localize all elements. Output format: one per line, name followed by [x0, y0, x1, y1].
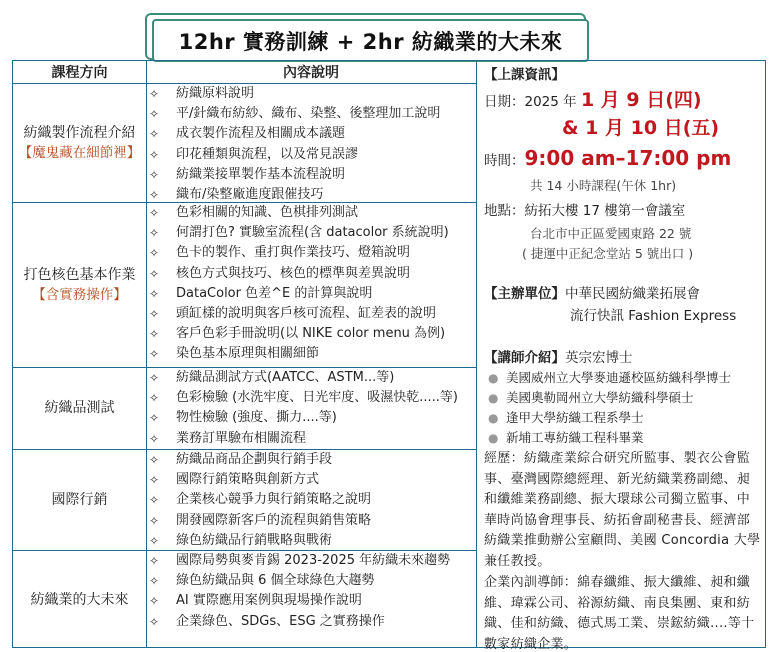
diamond-star-icon: ✧: [149, 391, 160, 406]
course-table: [12, 60, 766, 652]
list-item: ✧ 開發國際新客戶的流程與銷售策略: [146, 511, 476, 531]
organizer-label: 【主辦單位】: [484, 286, 565, 302]
diamond-star-icon: ✧: [149, 453, 160, 467]
section-name: 紡織品測試: [44, 400, 115, 416]
section-subtitle: 【含實務操作】: [32, 286, 127, 303]
section-items: [146, 203, 476, 365]
bullet-dot-icon: ●: [488, 431, 499, 445]
diamond-star-icon: ✧: [149, 493, 160, 508]
bullet-dot-icon: ●: [488, 371, 499, 385]
list-item: ✧ 客戶色彩手冊說明(以 NIKE color menu 為例): [146, 324, 476, 344]
diamond-star-icon: ✧: [149, 107, 160, 122]
section-name: 紡織製作流程介紹: [23, 124, 136, 141]
bullet-dot-icon: ●: [488, 411, 499, 425]
list-item: ✧ 紡織原料說明: [146, 84, 476, 104]
list-item: ✧ 成衣製作流程及相關成本議題: [146, 124, 476, 144]
header-category: 課程方向: [51, 65, 108, 81]
diamond-star-icon: ✧: [149, 554, 160, 568]
date-label: 日期：: [484, 94, 525, 110]
list-item: ✧ 染色基本原理與相關細節: [146, 344, 476, 364]
list-item: ✧ DataColor 色差^E 的計算與說明: [146, 284, 476, 304]
diamond-star-icon: ✧: [149, 371, 160, 385]
place-label: 地點：: [484, 203, 525, 219]
address: 台北市中正區愛國東路 22 號: [530, 226, 692, 241]
info-heading: 【上課資訊】: [484, 67, 565, 83]
date-second: & 1 月 10 日(五): [562, 117, 720, 139]
time-label: 時間：: [484, 153, 525, 169]
diamond-star-icon: ✧: [149, 431, 160, 446]
place-line: [484, 198, 761, 224]
list-item: ✧ 國際局勢與麥肯錫 2023-2025 年紡織未來趨勢: [146, 551, 476, 571]
degree-item: ● 新埔工專紡織工程科畢業: [484, 428, 761, 448]
list-item: ✧ 業務訂單驗布相關流程: [146, 429, 476, 449]
diamond-star-icon: ✧: [149, 187, 160, 202]
list-item: ✧ 核色方式與技巧、核色的標準與差異說明: [146, 264, 476, 284]
section-items: [146, 84, 476, 205]
degree-item: ● 美國奧勒岡州立大學紡織科學碩士: [484, 388, 761, 408]
diamond-star-icon: ✧: [149, 286, 160, 301]
list-item: ✧ 綠色紡織品行銷戰略與戰術: [146, 531, 476, 551]
list-item: ✧ 物性檢驗 (強度、撕力....等): [146, 408, 476, 428]
lecturer-mentor: 企業內訓導師：綿春纖維、振大纖維、昶和纖維、瑋霖公司、裕源紡織、南良集團、東和紡織、佳和紡織、德式馬工業、崇鋐紡織....等十數家紡織企業。: [484, 575, 755, 652]
info-panel: [476, 61, 767, 652]
list-item: ✧ 色彩相關的知識、色棋排列測試: [146, 203, 476, 223]
organizer-name-2: 流行快訊 Fashion Express: [570, 308, 737, 324]
date-first: 1 月 9 日(四): [580, 89, 702, 111]
diamond-star-icon: ✧: [149, 533, 160, 548]
degree-item: ● 美國威州立大學麥迪遜校區紡織科學博士: [484, 368, 761, 388]
list-item: ✧ 織布/染整廠進度跟催技巧: [146, 185, 476, 205]
section-name: 國際行銷: [51, 491, 108, 508]
bullet-dot-icon: ●: [488, 391, 499, 405]
list-item: ✧ 企業綠色、SDGs、ESG 之實務操作: [146, 612, 476, 632]
list-item: ✧ 印花種類與流程，以及常見誤謬: [146, 145, 476, 165]
list-item: ✧ 平/針織布紡紗、織布、染整、後整理加工說明: [146, 104, 476, 124]
page-title: 12hr 實務訓練 + 2hr 紡織業的大未來: [152, 19, 589, 62]
section-name: 紡織業的大未來: [30, 591, 129, 608]
section-items: [146, 368, 476, 449]
diamond-star-icon: ✧: [149, 127, 160, 142]
lecturer-name: 英宗宏博士: [565, 350, 633, 366]
hours-note: 共 14 小時課程(午休 1hr): [530, 178, 677, 193]
list-item: ✧ 國際行銷策略與創新方式: [146, 470, 476, 490]
section-category: [13, 83, 146, 202]
section-category: [13, 550, 146, 649]
section-items: [146, 450, 476, 551]
place-value: 紡拓大樓 17 樓第一會議室: [524, 203, 686, 219]
list-item: ✧ 紡織業接單製作基本流程說明: [146, 165, 476, 185]
lecturer-line: [484, 348, 761, 368]
section-category: [13, 449, 146, 550]
time-value: 9:00 am–17:00 pm: [524, 146, 732, 170]
diamond-star-icon: ✧: [149, 473, 160, 488]
list-item: ✧ 企業核心競爭力與行銷策略之說明: [146, 490, 476, 510]
list-item: ✧ 頭缸樣的說明與客戶核可流程、缸差表的說明: [146, 304, 476, 324]
section-subtitle: 【魔鬼藏在細節裡】: [18, 144, 141, 161]
diamond-star-icon: ✧: [149, 347, 160, 362]
list-item: ✧ 紡織品測試方式(AATCC、ASTM...等): [146, 368, 476, 388]
degree-item: ● 逢甲大學紡織工程系學士: [484, 408, 761, 428]
lecturer-experience: 經歷：紡織產業綜合研究所監事、製衣公會監事、臺灣國際總經理、新光紡織業務副總、昶和纖維業務副總、振大環球公司獨立監事、中華時尚協會理事長、紡拓會副秘書長、經濟部紡織業推動辦公室顧問、美國 Concordia 大學兼任教授。: [484, 451, 761, 569]
diamond-star-icon: ✧: [149, 167, 160, 182]
list-item: ✧ 色卡的製作、重打與作業技巧、燈箱說明: [146, 243, 476, 263]
date-line: [484, 87, 761, 115]
organizer-name-1: 中華民國紡織業拓展會: [565, 286, 700, 302]
diamond-star-icon: ✧: [149, 206, 160, 220]
list-item: ✧ AI 實際應用案例與現場操作說明: [146, 591, 476, 611]
diamond-star-icon: ✧: [149, 513, 160, 528]
section-name: 打色核色基本作業: [23, 266, 136, 283]
section-items: [146, 551, 476, 632]
list-item: ✧ 何謂打色? 實驗室流程(含 datacolor 系統說明): [146, 223, 476, 243]
diamond-star-icon: ✧: [149, 327, 160, 342]
diamond-star-icon: ✧: [149, 266, 160, 281]
lecturer-label: 【講師介紹】: [484, 350, 565, 366]
diamond-star-icon: ✧: [149, 614, 160, 629]
list-item: ✧ 紡織品商品企劃與行銷手段: [146, 450, 476, 470]
time-line: [484, 143, 761, 176]
organizer-line: [484, 284, 761, 304]
diamond-star-icon: ✧: [149, 147, 160, 162]
diamond-star-icon: ✧: [149, 594, 160, 609]
diamond-star-icon: ✧: [149, 246, 160, 261]
date-year: 2025 年: [524, 94, 577, 110]
diamond-star-icon: ✧: [149, 226, 160, 241]
header-content: 內容說明: [283, 65, 339, 81]
section-category: [13, 367, 146, 449]
list-item: ✧ 色彩檢驗 (水洗牢度、日光牢度、吸濕快乾.....等): [146, 388, 476, 408]
list-item: ✧ 綠色紡織品與 6 個全球綠色大趨勢: [146, 571, 476, 591]
diamond-star-icon: ✧: [149, 574, 160, 589]
metro-note: ( 捷運中正紀念堂站 5 號出口 ): [522, 246, 694, 261]
diamond-star-icon: ✧: [149, 411, 160, 426]
diamond-star-icon: ✧: [149, 87, 160, 101]
diamond-star-icon: ✧: [149, 306, 160, 321]
section-category: [13, 202, 146, 367]
